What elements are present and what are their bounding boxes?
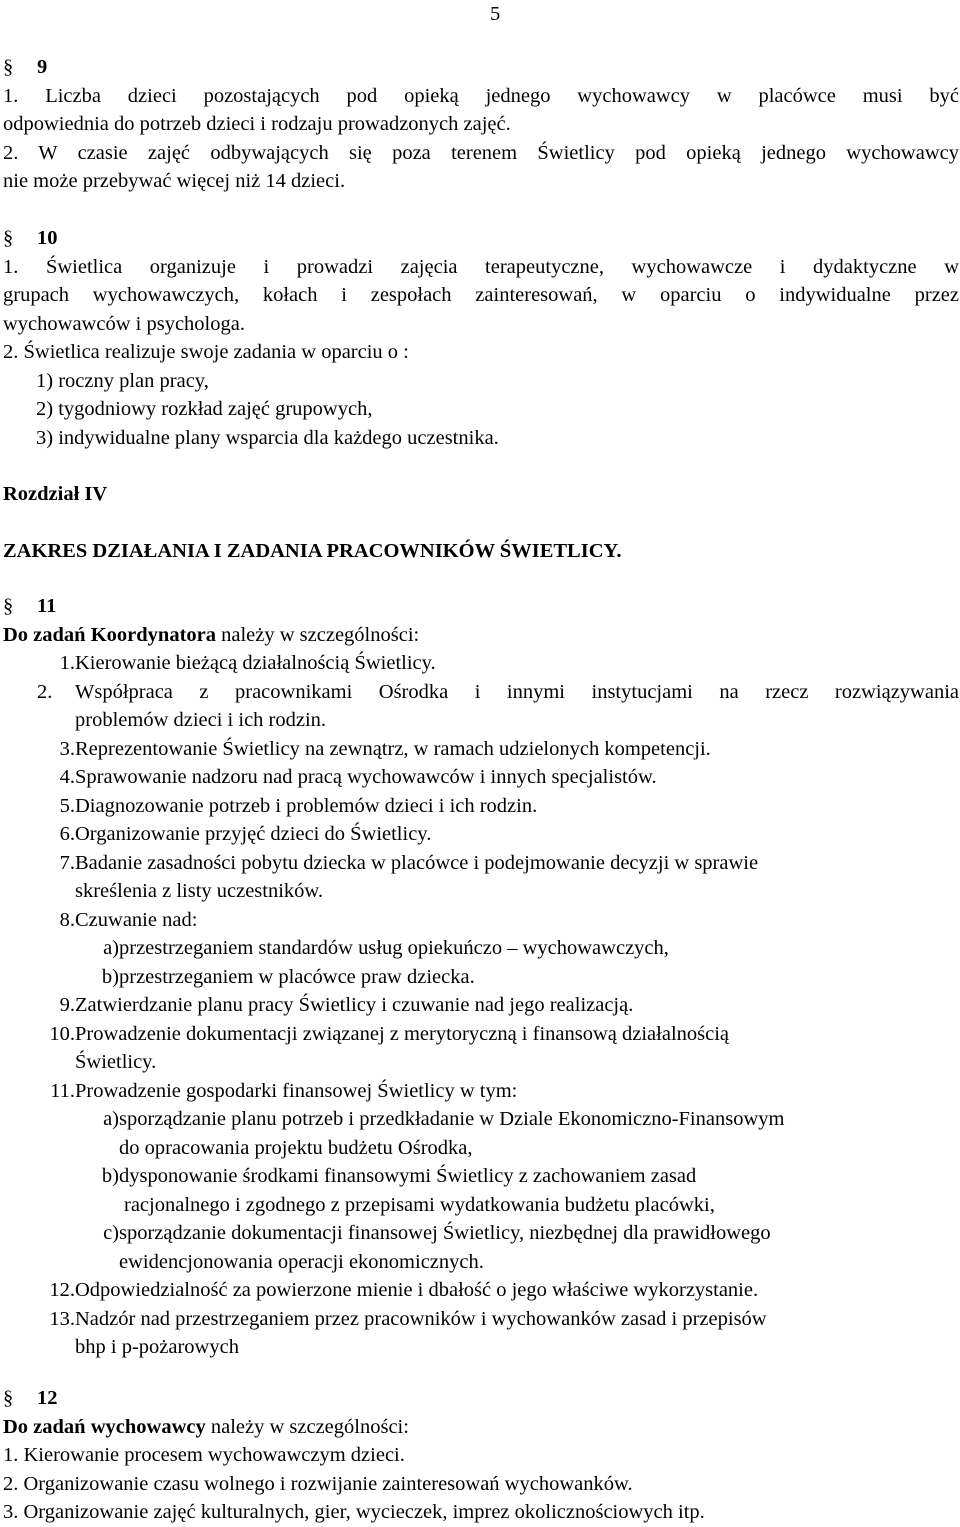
list-text: racjonalnego i zgodnego z przepisami wydatkowania budżetu placówki, [124,1193,715,1216]
list-text: Sprawowanie nadzoru nad pracą wychowawców i innych specjalistów. [75,766,657,788]
s11-item-11-sub-2-line-2 [3,1191,959,1220]
s12-item-3: 3. Organizowanie zajęć kulturalnych, gier, wycieczek, imprez okolicznościowych itp. [3,1501,705,1523]
s11-item-10-line-1 [3,1020,959,1049]
s11-intro-bold: Koordynatora [90,623,216,646]
s12-intro-bold: wychowawcy [90,1415,206,1438]
s11-item-3-line-1 [3,735,959,764]
section-12-heading [3,1384,959,1413]
section-10-heading [3,224,959,253]
list-text: Zatwierdzanie planu pracy Świetlicy i czuwanie nad jego realizacją. [75,994,634,1016]
list-text: do opracowania projektu budżetu Ośrodka, [119,1136,473,1159]
s10-p1-line3: wychowawców i psychologa. [3,312,245,335]
list-text: skreślenia z listy uczestników. [75,880,324,902]
list-number: 3. [59,737,75,760]
chapter-title: Rozdział IV [3,483,108,505]
list-text: Świetlicy. [75,1051,157,1073]
s11-item-8-sub-2-line-1 [3,963,959,992]
list-text: Kierowanie bieżącą działalnością Świetlicy. [75,652,436,674]
s11-item-7-line-1 [3,849,959,878]
s11-item-5-line-1 [3,792,959,821]
list-text: Czuwanie nad: [75,908,198,931]
s11-item-8-line-1 [3,906,959,935]
list-number: 2. [37,680,53,703]
s11-item-6-line-1 [3,820,959,849]
list-text: problemów dzieci i ich rodzin. [75,709,327,731]
s10-p2: 2. Świetlica realizuje swoje zadania w oparciu o : [3,341,409,363]
list-number: 7. [59,851,75,874]
list-text: Prowadzenie gospodarki finansowej Świetlicy w tym: [75,1079,518,1102]
section-number: 10 [37,227,58,249]
list-text: przestrzeganiem standardów usług opiekuńczo – wychowawczych, [119,937,669,959]
list-text: Odpowiedzialność za powierzone mienie i dbałość o jego właściwe wykorzystanie. [75,1279,759,1301]
s9-p1-line2: odpowiednia do potrzeb dzieci i rodzaju prowadzonych zajęć. [3,113,511,135]
section-number: 9 [37,56,48,78]
section-11-heading [3,592,959,621]
s11-item-4-line-1 [3,763,959,792]
list-text: Organizowanie przyjęć dzieci do Świetlicy. [75,823,432,845]
list-text: przestrzeganiem w placówce praw dziecka. [119,965,475,988]
s11-item-11-sub-2-line-1 [3,1162,959,1191]
section-9 [3,53,959,196]
list-number: 10. [49,1022,75,1045]
chapter-subtitle: ZAKRES DZIAŁANIA I ZADANIA PRACOWNIKÓW ŚWIETLICY. [3,540,622,562]
s11-item-9-line-1 [3,991,959,1020]
list-number: 6. [59,823,75,845]
list-text: Prowadzenie dokumentacji związanej z merytoryczną i finansową działalnością [75,1022,730,1045]
s11-intro-pre: Do zadań [3,623,91,646]
list-text: bhp i p-pożarowych [75,1336,239,1358]
list-text: sporządzanie planu potrzeb i przedkładanie w Dziale Ekonomiczno-Finansowym [119,1108,785,1130]
s12-intro-pre: Do zadań [3,1415,91,1438]
s11-item-10-line-2 [3,1048,959,1077]
list-text: Współpraca z pracownikami Ośrodka i innymi instytucjami na rzecz rozwiązywania [75,680,959,703]
section-number: 11 [37,595,57,617]
list-text: Nadzór nad przestrzeganiem przez pracowników i wychowanków zasad i przepisów [75,1307,767,1330]
list-number: a) [103,1108,119,1130]
s9-p1-line1: 1. Liczba dzieci pozostających pod opieką jednego wychowawcy w placówce musi być [3,84,959,107]
s11-item-11-sub-3-line-2 [3,1248,959,1277]
list-text: ewidencjonowania operacji ekonomicznych. [119,1250,484,1273]
list-text: Diagnozowanie potrzeb i problemów dzieci i ich rodzin. [75,794,538,817]
list-number: 11. [50,1079,75,1102]
s11-item-13-line-2 [3,1333,959,1362]
section-symbol: § [3,227,14,249]
list-text: Badanie zasadności pobytu dziecka w placówce i podejmowanie decyzji w sprawie [75,851,759,874]
s12-item-2: 2. Organizowanie czasu wolnego i rozwijanie zainteresowań wychowanków. [3,1472,633,1495]
list-number: 13. [49,1307,75,1330]
list-text: sporządzanie dokumentacji finansowej Świetlicy, niezbędnej dla prawidłowego [119,1222,771,1244]
s11-item-1-line-1 [3,649,959,678]
section-11 [3,592,959,1362]
section-symbol: § [3,595,14,617]
page-number: 5 [490,3,501,25]
list-number: 9. [59,994,75,1016]
section-symbol: § [3,56,14,78]
section-symbol: § [3,1387,14,1409]
s11-item-2-line-1 [3,678,959,707]
s11-item-2-line-2 [3,706,959,735]
list-number: 8. [59,908,75,931]
s11-item-7-line-2 [3,877,959,906]
section-number: 12 [37,1387,58,1409]
s10-p1-line1: 1. Świetlica organizuje i prowadzi zajęcia terapeutyczne, wychowawcze i dydaktyczne w [3,255,959,278]
s11-intro [3,621,959,650]
list-number: 4. [59,766,75,788]
list-number: b) [101,1165,119,1187]
s11-task-list [3,649,959,1362]
s11-intro-post: należy w szczególności: [216,623,420,646]
s9-p2-line2: nie może przebywać więcej niż 14 dzieci. [3,170,346,192]
list-number: 1. [59,652,75,674]
s10-p1-line2: grupach wychowawczych, kołach i zespołach zainteresowań, w oparciu o indywidualne przez [3,284,959,306]
section-12 [3,1384,959,1527]
s11-item-13-line-1 [3,1305,959,1334]
s12-intro-post: należy w szczególności: [205,1415,409,1438]
s12-intro [3,1413,959,1442]
section-9-heading [3,53,959,82]
list-text: Reprezentowanie Świetlicy na zewnątrz, w ramach udzielonych kompetencji. [75,737,711,760]
list-number: b) [101,965,119,988]
s11-item-11-sub-1-line-2 [3,1134,959,1163]
list-number: a) [103,937,119,959]
s11-item-11-sub-1-line-1 [3,1105,959,1134]
list-number: c) [103,1222,119,1244]
list-number: 5. [59,794,75,817]
s10-item-3: 3) indywidualne plany wsparcia dla każdego uczestnika. [36,426,499,449]
list-text: dysponowanie środkami finansowymi Świetlicy z zachowaniem zasad [119,1165,697,1187]
s10-item-2: 2) tygodniowy rozkład zajęć grupowych, [36,398,373,420]
s12-item-1: 1. Kierowanie procesem wychowawczym dzieci. [3,1444,405,1466]
section-10 [3,224,959,452]
s11-item-12-line-1 [3,1276,959,1305]
s11-item-11-sub-3-line-1 [3,1219,959,1248]
s10-item-1: 1) roczny plan pracy, [36,369,209,392]
s9-p2-line1: 2. W czasie zajęć odbywających się poza terenem Świetlicy pod opieką jednego wychowawcy [3,141,959,164]
list-number: 12. [49,1279,75,1301]
s11-item-8-sub-1-line-1 [3,934,959,963]
s11-item-11-line-1 [3,1077,959,1106]
